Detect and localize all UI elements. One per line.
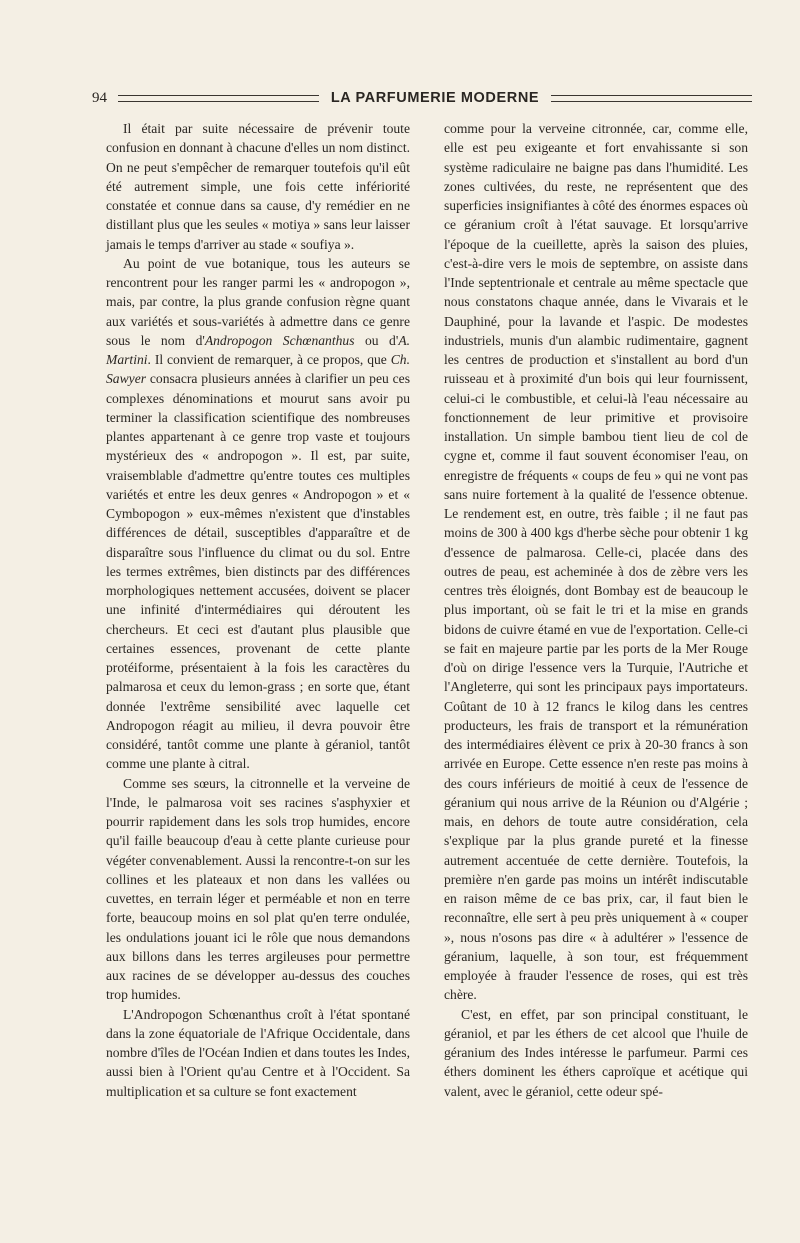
right-column bbox=[444, 119, 748, 1101]
running-header bbox=[92, 86, 752, 110]
header-rule-left bbox=[118, 95, 319, 102]
paragraph: comme pour la verveine citronnée, car, comme elle, elle est peu exigeante et fort envahissante si son système radiculaire ne baigne pas dans l'humidité. Les zones cultivées, du reste, ne représentent que des superficies insignifiantes à côté des énormes espaces où ce géranium croît à l'état sauvage. Et lorsqu'arrive l'époque de la cueillette, après la saison des pluies, c'est-à-dire vers le mois de septembre, on assiste dans l'Inde septentrionale et centrale au même spectacle que nous constatons chaque année, dans le Vivarais et le Dauphiné, pour la lavande et l'aspic. De modestes industriels, munis d'un alambic rudimentaire, gagnent les centres de production et s'installent au bord d'un ruisseau et à proximité d'un bois qui leur fournissent, celui-ci le combustible, et celui-là l'eau nécessaire au fonctionnement de leur primitive et provisoire installation. Un simple bambou tient lieu de col de cygne et, comme il faut souvent économiser l'eau, on enregistre de fréquents « coups de feu » qui ne vont pas sans nuire fortement à la qualité de l'essence obtenue. Le rendement est, en outre, très faible ; il ne faut pas moins de 300 à 400 kgs d'herbe sèche pour obtenir 1 kg d'essence de palmarosa. Celle-ci, placée dans des outres de peau, est acheminée à dos de zèbre vers les centres très éloignés, dont Bombay est de beaucoup le plus important, où se fait le tri et la mise en grands bidons de cuivre étamé en vue de l'exportation. Celle-ci se fait en majeure partie par les ports de la Mer Rouge d'où on dirige l'essence vers la Turquie, l'Autriche et l'Angleterre, qui sont les principaux pays importateurs. Coûtant de 10 à 12 francs le kilog dans les centres producteurs, les frais de transport et la rémunération des intermédiaires élèvent ce prix à 20-30 francs à son arrivée en Europe. Cette essence n'en reste pas moins à des cours inférieurs de moitié à ceux de l'essence de géranium qui nous arrive de la Réunion ou d'Algérie ; mais, en dehors de toute autre considération, cela s'explique par la plus grande pureté et la finesse autrement accentuée de cette dernière. Toutefois, la première n'en garde pas moins un intérêt indiscutable en raison même de ce bas prix, car, il faut bien le reconnaître, elle sert à peu près uniquement à « couper », nous n'osons pas dire « à adultérer » l'essence de géranium, laquelle, à son tour, est fréquemment employée à frauder l'essence de roses, qui est très chère. bbox=[444, 121, 748, 1003]
paragraph: C'est, en effet, par son principal constituant, le géraniol, et par les éthers de cet alcool que l'huile de géranium des Indes intéresse le parfumeur. Parmi ces éthers dominent les éthers caproïque et acétique qui valent, avec le géraniol, cette odeur spé- bbox=[444, 1006, 748, 1099]
page-number: 94 bbox=[92, 89, 107, 106]
left-column bbox=[106, 119, 410, 1101]
paragraph: Il était par suite nécessaire de prévenir toute confusion en donnant à chacune d'elles un nom distinct. On ne peut s'empêcher de remarquer toutefois qu'il eût été autrement simple, une fois cette infériorité constatée et connue dans sa cause, d'y remédier en ne distillant plus que les seules « motiya » sans leur laisser jamais le temps d'arriver au stade « soufiya ». bbox=[106, 121, 410, 252]
journal-title: LA PARFUMERIE MODERNE bbox=[330, 90, 540, 106]
paragraph: L'Andropogon Schœnanthus croît à l'état spontané dans la zone équatoriale de l'Afrique Occidentale, dans nombre d'îles de l'Océan Indien et dans toutes les Indes, aussi bien à l'Orient qu'au Centre et à l'Occident. Sa multiplication et sa culture se font exactement bbox=[106, 1006, 410, 1099]
paragraph: Au point de vue botanique, tous les auteurs se rencontrent pour les ranger parmi les « andropogon », mais, par contre, la plus grande confusion règne quant aux variétés et sous-variétés à admettre dans ce genre sous le nom d'Andropogon Schœnanthus ou d'A. Martini. Il convient de remarquer, à ce propos, que Ch. Sawyer consacra plusieurs années à clarifier un peu ces complexes dénominations et mourut sans avoir pu terminer la classification scientifique des nombreuses plantes appartenant à ce genre trop vaste et toujours mystérieux des « andropogon ». Il est, par suite, vraisemblable d'admettre qu'entre toutes ces multiples variétés et entre les deux genres « Andropogon » et « Cymbopogon » eux-mêmes n'existent que d'instables différences de détail, susceptibles d'apparaître et de disparaître sous l'influence du climat ou du sol. Entre les termes extrêmes, bien distincts par des différences morphologiques nettement accusées, doivent se placer une infinité d'intermédiaires qui déroutent les chercheurs. Et ceci est d'autant plus plausible que certaines essences, provenant de cette plante protéiforme, présentaient à la fois les caractères du palmarosa et ceux du lemon-grass ; en sorte que, étant donnée l'extrême sensibilité avec laquelle cet Andropogon réagit au milieu, il devra pouvoir être considéré, tantôt comme une plante à géraniol, tantôt comme une plante à citral. bbox=[106, 255, 411, 772]
header-rule-right bbox=[551, 95, 752, 102]
paragraph: Comme ses sœurs, la citronnelle et la verveine de l'Inde, le palmarosa voit ses racines s'asphyxier et pourrir rapidement dans les sols trop humides, encore qu'il faille beaucoup d'eau à cette plante curieuse pour végéter convenablement. Aussi la rencontre-t-on sur les collines et les plateaux et non dans les vallées ou cuvettes, en terrain léger et perméable et non en terre forte, beaucoup moins en sol plat qu'en terre ondulée, les ondulations jouant ici le rôle que nous demandons aux billons dans les terres argileuses pour permettre aux racines de se développer au-dessus des couches trop humides. bbox=[106, 775, 410, 1003]
